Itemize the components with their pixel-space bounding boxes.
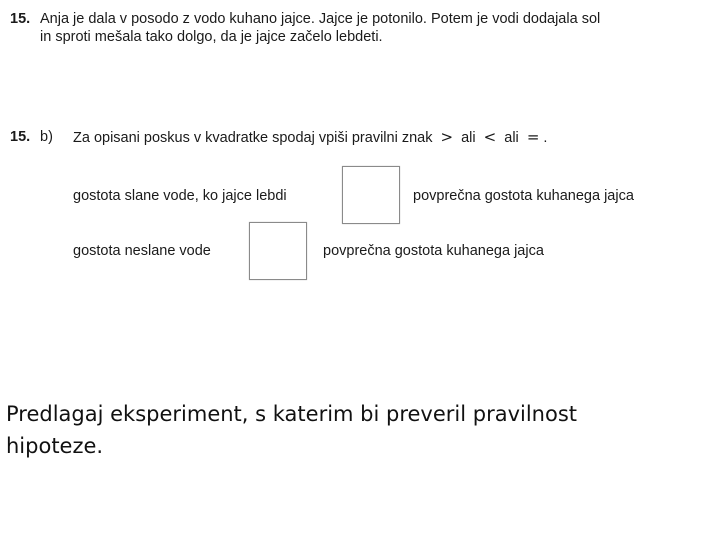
question-subpart: b) bbox=[40, 129, 53, 145]
question-number: 15. bbox=[10, 129, 31, 145]
or-word: ali bbox=[461, 130, 476, 146]
period: . bbox=[543, 130, 548, 146]
answer-box-1[interactable] bbox=[342, 166, 400, 224]
instruction-text: Za opisani poskus v kvadratke spodaj vpiši pravilni znak bbox=[73, 130, 433, 146]
or-word: ali bbox=[504, 130, 519, 146]
question-text-line-2: in sproti mešala tako dolgo, da je jajce začelo lebdeti. bbox=[40, 29, 383, 45]
question-text-line-1: Anja je dala v posodo z vodo kuhano jajce. Jajce je potonilo. Potem je vodi dodajala sol bbox=[40, 11, 601, 27]
comparison-row-1-left: gostota slane vode, ko jajce lebdi bbox=[73, 188, 287, 204]
equals-symbol: = bbox=[526, 128, 540, 146]
comparison-row-1-right: povprečna gostota kuhanega jajca bbox=[413, 188, 634, 204]
task-prompt bbox=[6, 398, 706, 462]
question-number: 15. bbox=[10, 11, 31, 27]
greater-than-symbol: > bbox=[440, 128, 454, 146]
question-text bbox=[40, 10, 715, 46]
comparison-row-2-left: gostota neslane vode bbox=[73, 243, 211, 259]
task-line-2: hipoteze. bbox=[6, 434, 104, 458]
question-instruction bbox=[73, 128, 547, 147]
task-line-1: Predlagaj eksperiment, s katerim bi preveril pravilnost bbox=[6, 402, 578, 426]
less-than-symbol: < bbox=[483, 128, 497, 146]
answer-box-2[interactable] bbox=[249, 222, 307, 280]
comparison-row-2-right: povprečna gostota kuhanega jajca bbox=[323, 243, 544, 259]
